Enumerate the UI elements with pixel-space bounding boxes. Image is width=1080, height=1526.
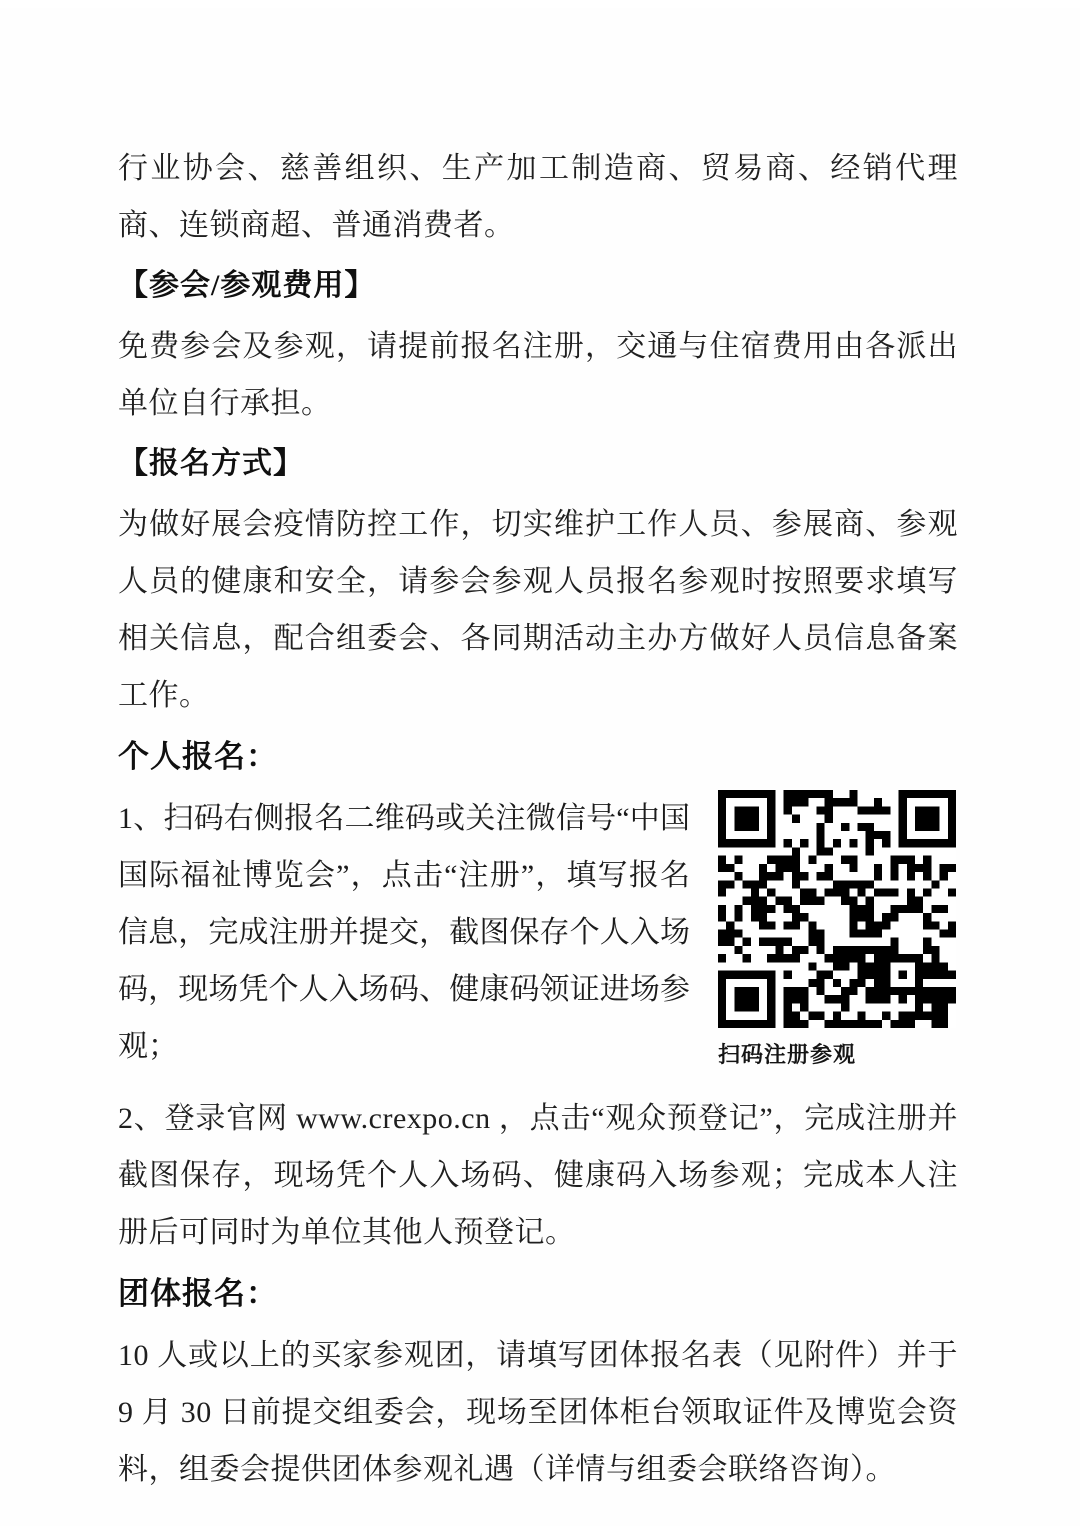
paragraph-individual-item-1: 1、扫码右侧报名二维码或关注微信号“中国国际福祉博览会”，点击“注册”，填写报名信息，完成注册并提交，截图保存个人入场码，现场凭个人入场码、健康码领证进场参观；	[118, 802, 690, 1063]
qr-float-spacer	[690, 790, 958, 1090]
paragraph-audience: 行业协会、慈善组织、生产加工制造商、贸易商、经销代理商、连锁商超、普通消费者。	[118, 152, 958, 242]
heading-group-signup: 团体报名：	[118, 1276, 278, 1311]
page-top-margin	[0, 0, 1080, 8]
registration-qr-code	[718, 790, 956, 1028]
qr-code-icon	[718, 790, 956, 1028]
qr-caption: 扫码注册参观	[718, 1042, 857, 1067]
heading-signup-method: 【报名方式】	[118, 447, 304, 480]
individual-signup-block	[118, 790, 958, 1090]
heading-fee: 【参会/参观费用】	[118, 269, 376, 302]
paragraph-signup-method: 为做好展会疫情防控工作，切实维护工作人员、参展商、参观人员的健康和安全，请参会参观人员报名参观时按照要求填写相关信息，配合组委会、各同期活动主办方做好人员信息备案工作。	[118, 508, 958, 712]
paragraph-fee: 免费参会及参观，请提前报名注册，交通与住宿费用由各派出单位自行承担。	[118, 330, 958, 420]
paragraph-group-signup: 10 人或以上的买家参观团，请填写团体报名表（见附件）并于 9 月 30 日前提交组委会，现场至团体柜台领取证件及博览会资料，组委会提供团体参观礼遇（详情与组委会联络咨询）。	[118, 1339, 958, 1486]
heading-individual-signup: 个人报名：	[118, 739, 278, 774]
paragraph-individual-item-2: 2、登录官网 www.crexpo.cn ，点击“观众预登记”，完成注册并截图保存，现场凭个人入场码、健康码入场参观；完成本人注册后可同时为单位其他人预登记。	[118, 1102, 958, 1249]
document-body	[118, 140, 958, 1500]
